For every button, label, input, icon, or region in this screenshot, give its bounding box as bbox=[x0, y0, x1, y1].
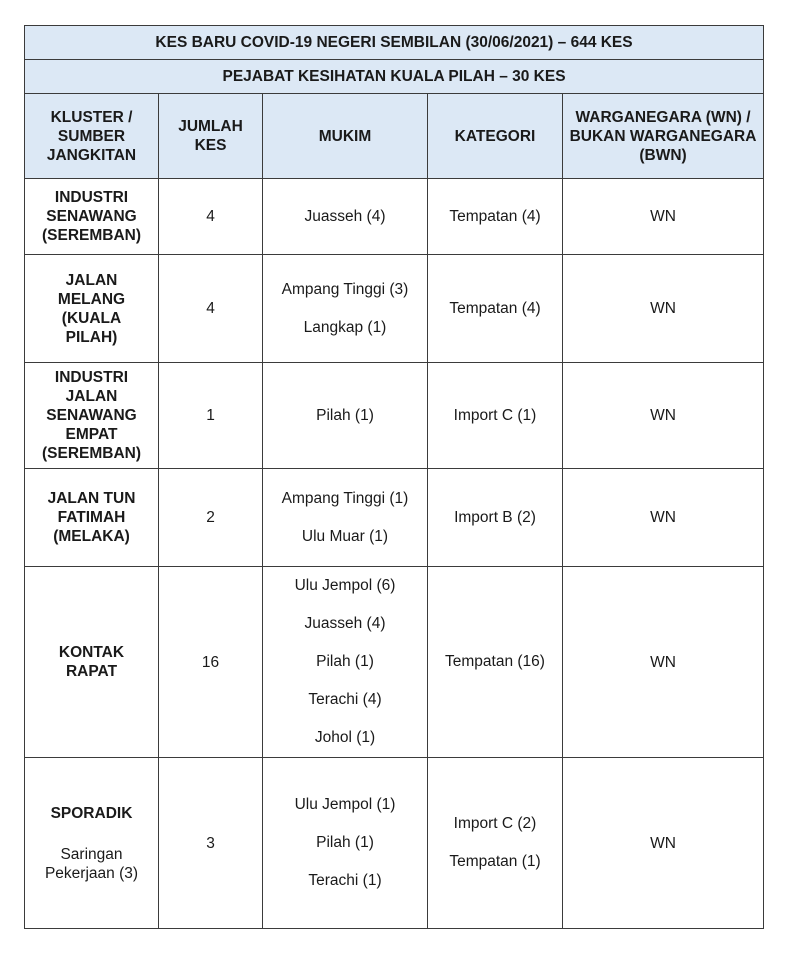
cluster-cell: JALAN MELANG (KUALA PILAH) bbox=[25, 255, 159, 363]
cluster-cell: INDUSTRI JALAN SENAWANG EMPAT (SEREMBAN) bbox=[25, 363, 159, 469]
cluster-cell: JALAN TUN FATIMAH (MELAKA) bbox=[25, 469, 159, 567]
cluster-name: SPORADIK bbox=[50, 804, 133, 822]
mukim-item: Ulu Muar (1) bbox=[301, 527, 389, 545]
category-cell bbox=[428, 758, 563, 929]
mukim-item: Pilah (1) bbox=[316, 406, 374, 424]
citizenship-cell: WN bbox=[563, 758, 764, 929]
mukim-cell bbox=[263, 567, 428, 758]
mukim-item: Ulu Jempol (6) bbox=[294, 577, 396, 594]
total-cell: 1 bbox=[159, 363, 263, 469]
citizenship-cell: WN bbox=[563, 567, 764, 758]
category-item: Import C (2) bbox=[453, 815, 537, 832]
citizenship-cell: WN bbox=[563, 363, 764, 469]
header-cluster: KLUSTER / SUMBER JANGKITAN bbox=[25, 94, 159, 179]
table-title-row bbox=[25, 26, 764, 60]
mukim-cell bbox=[263, 255, 428, 363]
mukim-item: Pilah (1) bbox=[316, 834, 374, 851]
table-row bbox=[25, 567, 764, 758]
category-cell bbox=[428, 469, 563, 567]
mukim-item: Pilah (1) bbox=[316, 653, 374, 670]
category-item: Tempatan (4) bbox=[449, 299, 541, 317]
total-cell: 2 bbox=[159, 469, 263, 567]
header-mukim: MUKIM bbox=[263, 94, 428, 179]
category-cell bbox=[428, 567, 563, 758]
mukim-cell bbox=[263, 758, 428, 929]
table-title: KES BARU COVID-19 NEGERI SEMBILAN (30/06/2021) – 644 KES bbox=[25, 26, 764, 60]
table-row bbox=[25, 363, 764, 469]
mukim-item: Johol (1) bbox=[314, 729, 376, 746]
mukim-item: Ulu Jempol (1) bbox=[294, 796, 396, 813]
mukim-cell bbox=[263, 179, 428, 255]
total-cell: 4 bbox=[159, 179, 263, 255]
mukim-cell bbox=[263, 469, 428, 567]
mukim-item: Langkap (1) bbox=[303, 318, 387, 336]
mukim-item: Terachi (1) bbox=[308, 872, 382, 889]
table-subtitle-row bbox=[25, 60, 764, 94]
table-row bbox=[25, 469, 764, 567]
mukim-item: Ampang Tinggi (1) bbox=[281, 489, 409, 507]
header-total: JUMLAH KES bbox=[159, 94, 263, 179]
covid-case-table bbox=[24, 25, 764, 929]
category-item: Tempatan (1) bbox=[449, 853, 541, 870]
category-cell bbox=[428, 255, 563, 363]
citizenship-cell: WN bbox=[563, 255, 764, 363]
cluster-note: Saringan Pekerjaan (3) bbox=[44, 845, 139, 882]
total-cell: 16 bbox=[159, 567, 263, 758]
citizenship-cell: WN bbox=[563, 179, 764, 255]
citizenship-cell: WN bbox=[563, 469, 764, 567]
header-row bbox=[25, 94, 764, 179]
category-item: Tempatan (16) bbox=[445, 653, 545, 670]
mukim-item: Terachi (4) bbox=[308, 691, 382, 708]
total-cell: 4 bbox=[159, 255, 263, 363]
header-category: KATEGORI bbox=[428, 94, 563, 179]
mukim-cell bbox=[263, 363, 428, 469]
mukim-item: Ampang Tinggi (3) bbox=[281, 280, 409, 298]
mukim-item: Juasseh (4) bbox=[304, 615, 386, 632]
total-cell: 3 bbox=[159, 758, 263, 929]
cluster-cell: KONTAK RAPAT bbox=[25, 567, 159, 758]
table-row bbox=[25, 255, 764, 363]
table-row bbox=[25, 179, 764, 255]
table-row bbox=[25, 758, 764, 929]
category-item: Tempatan (4) bbox=[449, 207, 541, 225]
mukim-item: Juasseh (4) bbox=[304, 207, 386, 225]
category-cell bbox=[428, 179, 563, 255]
header-citizenship: WARGANEGARA (WN) / BUKAN WARGANEGARA (BWN) bbox=[563, 94, 764, 179]
cluster-cell bbox=[25, 758, 159, 929]
category-cell bbox=[428, 363, 563, 469]
table-subtitle: PEJABAT KESIHATAN KUALA PILAH – 30 KES bbox=[25, 60, 764, 94]
category-item: Import B (2) bbox=[454, 508, 536, 526]
category-item: Import C (1) bbox=[453, 406, 537, 424]
cluster-cell: INDUSTRI SENAWANG (SEREMBAN) bbox=[25, 179, 159, 255]
